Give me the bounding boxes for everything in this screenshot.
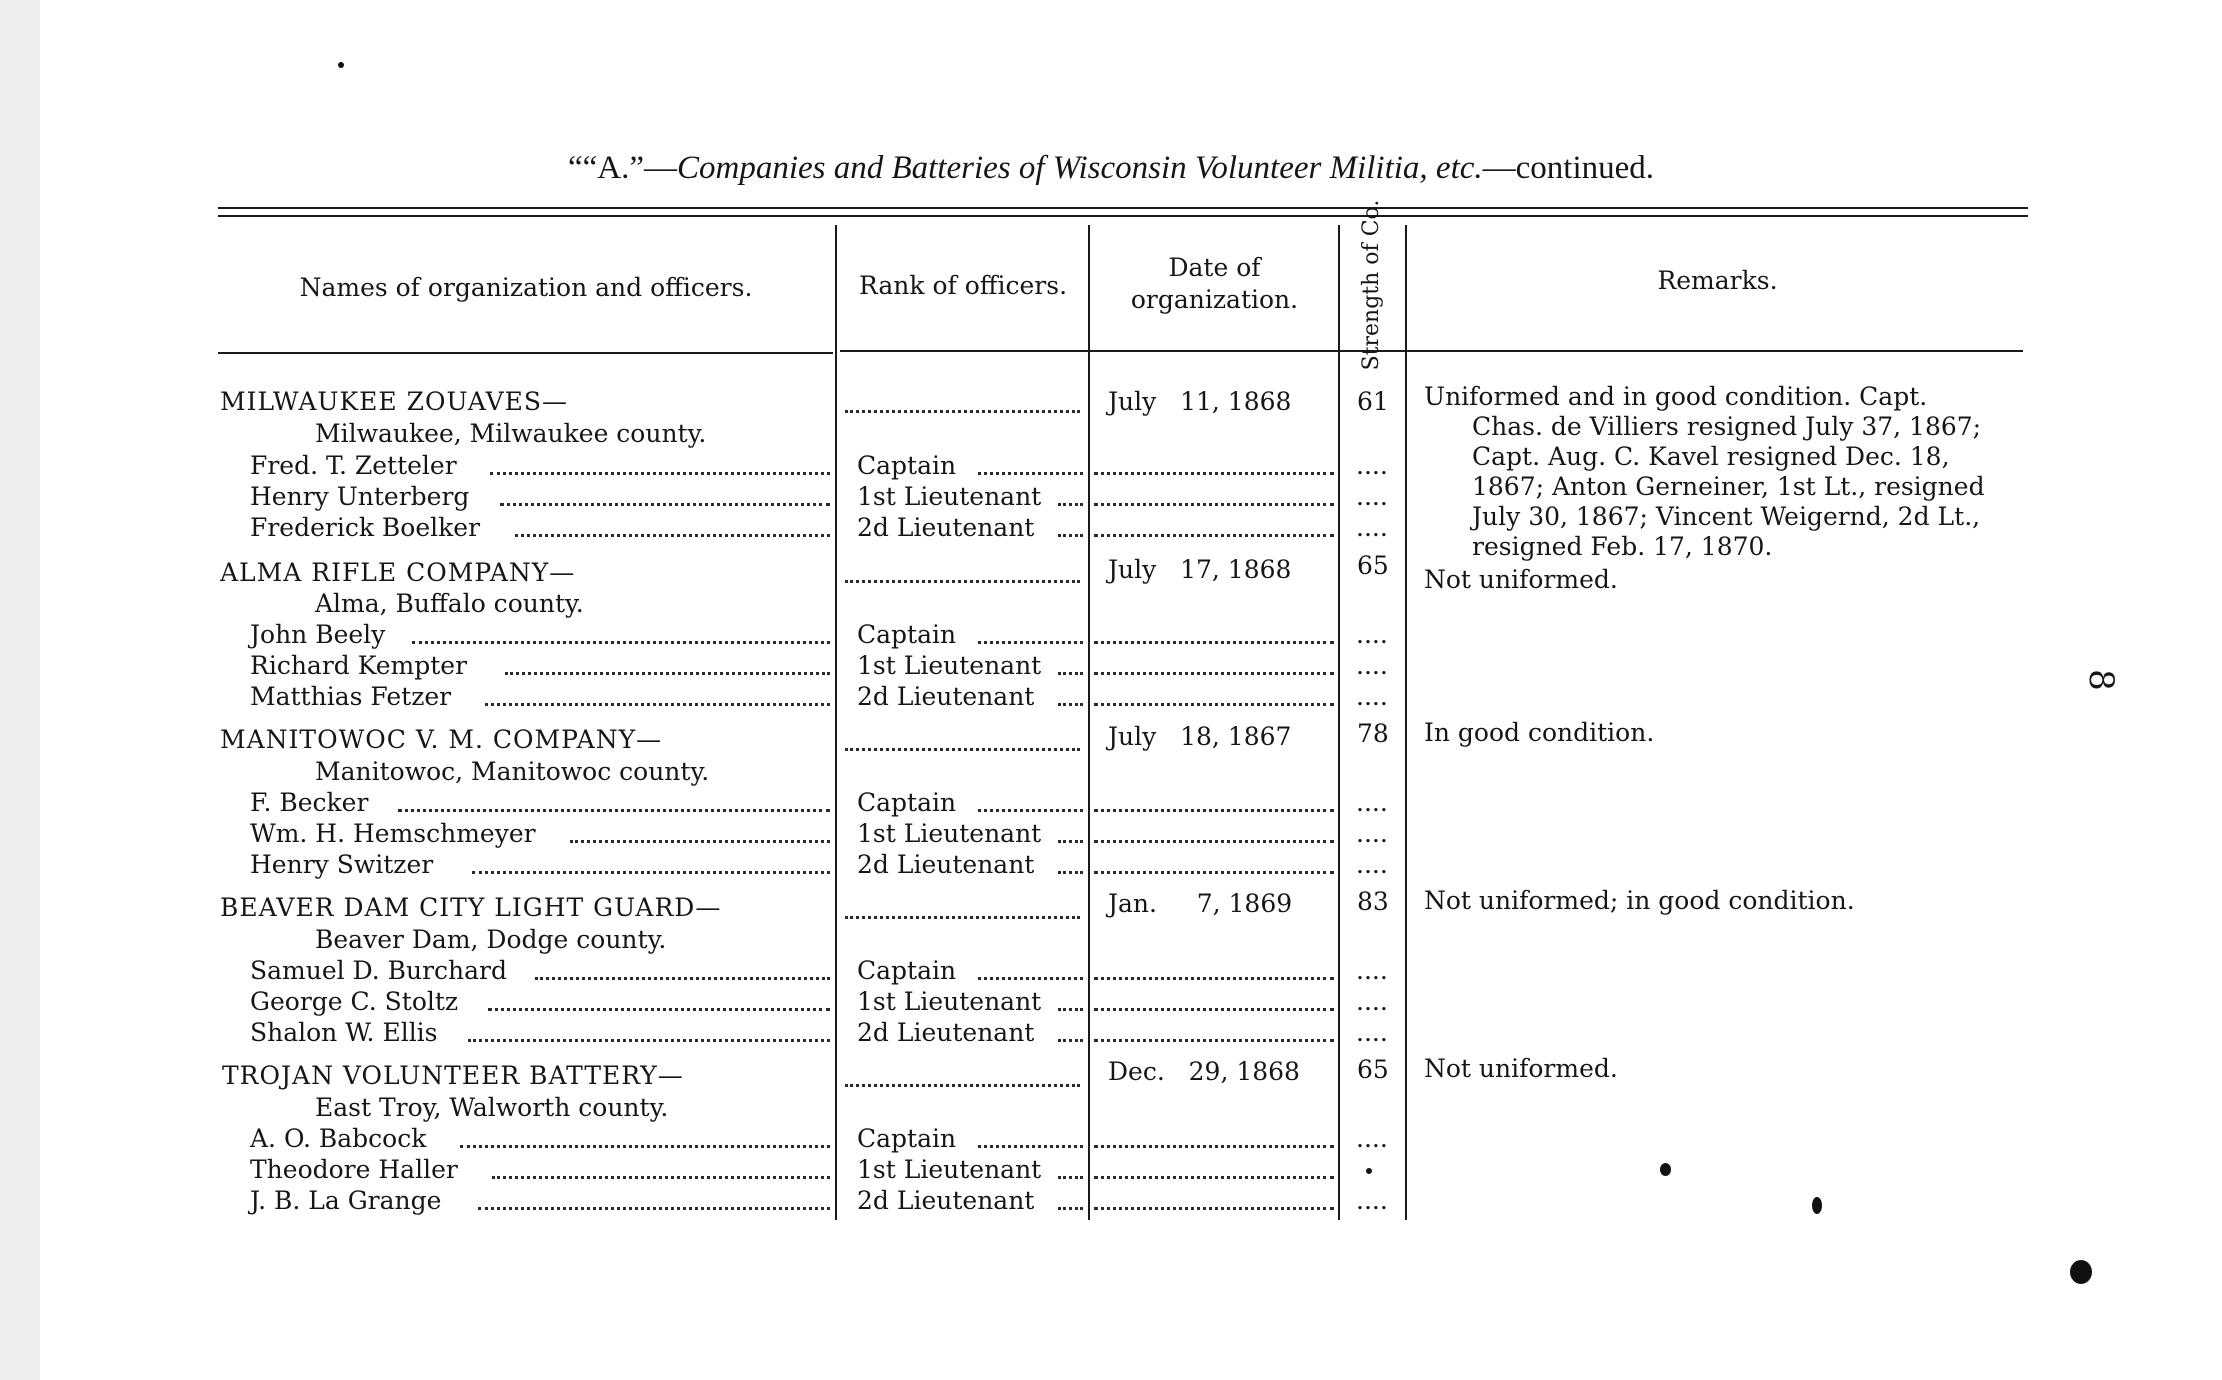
ink-dot xyxy=(1660,1163,1671,1176)
company-name: MANITOWOC V. M. COMPANY— xyxy=(220,725,663,754)
date-leader xyxy=(1094,641,1334,644)
officer-rank: 1st Lieutenant xyxy=(857,1155,1042,1184)
rank-leader xyxy=(1058,1008,1083,1011)
officer-name: Henry Unterberg xyxy=(250,482,470,511)
date-leader xyxy=(1094,977,1334,980)
name-leader xyxy=(505,672,830,675)
header-rank: Rank of officers. xyxy=(858,271,1068,300)
rank-leader xyxy=(1058,1176,1083,1179)
officer-name: George C. Stoltz xyxy=(250,987,459,1016)
officer-name: J. B. La Grange xyxy=(250,1186,442,1215)
company-strength: 65 xyxy=(1357,1055,1389,1084)
margin-page-mark: 8 xyxy=(2080,669,2121,691)
strength-empty: .... xyxy=(1356,956,1388,985)
officer-rank: 2d Lieutenant xyxy=(857,1186,1035,1215)
strength-empty: .... xyxy=(1356,682,1388,711)
remarks-beaver-dam: Not uniformed; in good condition. xyxy=(1424,886,1855,915)
strength-empty: .... xyxy=(1356,850,1388,879)
date-leader xyxy=(1094,1039,1334,1042)
header-rule-names xyxy=(218,352,833,354)
date-leader xyxy=(1094,703,1334,706)
name-leader xyxy=(492,1176,830,1179)
date-leader xyxy=(1094,1008,1334,1011)
org-date: July 17, 1868 xyxy=(1108,555,1292,584)
rank-leader xyxy=(845,580,1080,583)
column-divider-2 xyxy=(1088,225,1090,1220)
company-name: MILWAUKEE ZOUAVES— xyxy=(220,387,569,416)
date-leader xyxy=(1094,809,1334,812)
strength-empty: .... xyxy=(1356,1186,1388,1215)
officer-name: A. O. Babcock xyxy=(250,1124,427,1153)
strength-empty: .... xyxy=(1356,513,1388,542)
date-leader xyxy=(1094,840,1334,843)
date-leader xyxy=(1094,1176,1334,1179)
column-divider-3 xyxy=(1338,225,1340,1220)
rank-leader xyxy=(1058,1207,1083,1210)
officer-rank: Captain xyxy=(857,620,957,649)
officer-name: Frederick Boelker xyxy=(250,513,481,542)
org-date: July 11, 1868 xyxy=(1108,387,1292,416)
strength-empty: .... xyxy=(1356,987,1388,1016)
remarks-manitowoc: In good condition. xyxy=(1424,718,1655,747)
date-leader xyxy=(1094,472,1334,475)
company-location: Milwaukee, Milwaukee county. xyxy=(315,419,707,448)
strength-empty: .... xyxy=(1356,651,1388,680)
officer-rank: 1st Lieutenant xyxy=(857,987,1042,1016)
org-date: Jan. 7, 1869 xyxy=(1108,889,1293,918)
ink-blot xyxy=(2070,1260,2092,1284)
org-date: July 18, 1867 xyxy=(1108,722,1292,751)
column-divider-4 xyxy=(1405,225,1407,1220)
name-leader xyxy=(412,641,830,644)
date-leader xyxy=(1094,871,1334,874)
rank-leader xyxy=(978,977,1083,980)
name-leader xyxy=(535,977,830,980)
officer-name: Henry Switzer xyxy=(250,850,434,879)
ink-dot xyxy=(338,62,344,68)
strength-empty: .... xyxy=(1356,620,1388,649)
officer-name: Fred. T. Zetteler xyxy=(250,451,457,480)
rank-leader xyxy=(978,472,1083,475)
officer-rank: 1st Lieutenant xyxy=(857,651,1042,680)
date-leader xyxy=(1094,1207,1334,1210)
header-date: Date of organization. xyxy=(1130,253,1299,314)
name-leader xyxy=(398,809,830,812)
name-leader xyxy=(500,503,830,506)
header-rule-rest xyxy=(840,350,2023,352)
company-strength: 83 xyxy=(1357,887,1389,916)
header-remarks: Remarks. xyxy=(1657,266,1778,295)
officer-rank: Captain xyxy=(857,956,957,985)
column-divider-1 xyxy=(835,225,837,1220)
officer-name: Richard Kempter xyxy=(250,651,468,680)
rank-leader xyxy=(845,1084,1080,1087)
company-strength: 65 xyxy=(1357,551,1389,580)
rank-leader xyxy=(1058,840,1083,843)
rank-leader xyxy=(978,1145,1083,1148)
officer-name: Theodore Haller xyxy=(250,1155,458,1184)
officer-name: Matthias Fetzer xyxy=(250,682,452,711)
name-leader xyxy=(460,1145,830,1148)
name-leader xyxy=(515,534,830,537)
ink-dot xyxy=(1366,1168,1372,1174)
rank-leader xyxy=(1058,503,1083,506)
company-location: East Troy, Walworth county. xyxy=(315,1093,669,1122)
remarks-milwaukee: Uniformed and in good condition. Capt. Chas. de Villiers resigned July 37, 1867; Capt. Aug. C. Kavel resigned Dec. 18, 1867; Anton Gerneiner, 1st Lt., resigned July 30, 1867; Vincent Weigernd, 2d Lt., resigned Feb. 17, 1870. xyxy=(1424,382,1985,561)
company-name: ALMA RIFLE COMPANY— xyxy=(220,558,576,587)
company-name: BEAVER DAM CITY LIGHT GUARD— xyxy=(220,893,722,922)
name-leader xyxy=(468,1039,830,1042)
top-rule-1 xyxy=(218,207,2028,209)
rank-leader xyxy=(1058,703,1083,706)
officer-name: F. Becker xyxy=(250,788,369,817)
rank-leader xyxy=(1058,1039,1083,1042)
name-leader xyxy=(570,840,830,843)
rank-leader xyxy=(845,916,1080,919)
strength-empty: .... xyxy=(1356,482,1388,511)
officer-rank: 2d Lieutenant xyxy=(857,1018,1035,1047)
date-leader xyxy=(1094,672,1334,675)
officer-rank: 2d Lieutenant xyxy=(857,513,1035,542)
rank-leader xyxy=(1058,871,1083,874)
rank-leader xyxy=(845,410,1080,413)
remarks-alma: Not uniformed. xyxy=(1424,565,1618,594)
page-title: ““A.”—Companies and Batteries of Wisconsin Volunteer Militia, etc.—continued. xyxy=(567,150,1655,186)
company-strength: 61 xyxy=(1357,387,1389,416)
rank-leader xyxy=(978,809,1083,812)
rank-leader xyxy=(1058,534,1083,537)
company-location: Manitowoc, Manitowoc county. xyxy=(315,757,710,786)
company-location: Beaver Dam, Dodge county. xyxy=(315,925,667,954)
officer-rank: 1st Lieutenant xyxy=(857,819,1042,848)
strength-empty: .... xyxy=(1356,1018,1388,1047)
strength-empty: .... xyxy=(1356,788,1388,817)
officer-name: Shalon W. Ellis xyxy=(250,1018,438,1047)
name-leader xyxy=(488,1008,830,1011)
date-leader xyxy=(1094,534,1334,537)
remarks-trojan: Not uniformed. xyxy=(1424,1054,1618,1083)
strength-empty: .... xyxy=(1356,819,1388,848)
company-strength: 78 xyxy=(1357,719,1389,748)
name-leader xyxy=(478,1207,830,1210)
strength-empty: .... xyxy=(1356,1124,1388,1153)
name-leader xyxy=(490,472,830,475)
officer-rank: Captain xyxy=(857,1124,957,1153)
ink-dot xyxy=(1812,1197,1822,1214)
date-leader xyxy=(1094,503,1334,506)
rank-leader xyxy=(845,748,1080,751)
officer-rank: 1st Lieutenant xyxy=(857,482,1042,511)
rank-leader xyxy=(978,641,1083,644)
top-rule-2 xyxy=(218,215,2028,217)
officer-name: Wm. H. Hemschmeyer xyxy=(250,819,536,848)
header-names: Names of organization and officers. xyxy=(299,273,753,302)
officer-rank: 2d Lieutenant xyxy=(857,850,1035,879)
officer-rank: Captain xyxy=(857,788,957,817)
org-date: Dec. 29, 1868 xyxy=(1108,1057,1300,1086)
company-name: TROJAN VOLUNTEER BATTERY— xyxy=(222,1061,684,1090)
officer-rank: Captain xyxy=(857,451,957,480)
officer-rank: 2d Lieutenant xyxy=(857,682,1035,711)
rank-leader xyxy=(1058,672,1083,675)
company-location: Alma, Buffalo county. xyxy=(315,589,584,618)
header-strength: Strength of Co. xyxy=(1359,199,1384,371)
strength-empty: .... xyxy=(1356,451,1388,480)
officer-name: John Beely xyxy=(250,620,386,649)
name-leader xyxy=(472,871,830,874)
date-leader xyxy=(1094,1145,1334,1148)
name-leader xyxy=(485,703,830,706)
scan-edge xyxy=(0,0,40,1380)
officer-name: Samuel D. Burchard xyxy=(250,956,508,985)
